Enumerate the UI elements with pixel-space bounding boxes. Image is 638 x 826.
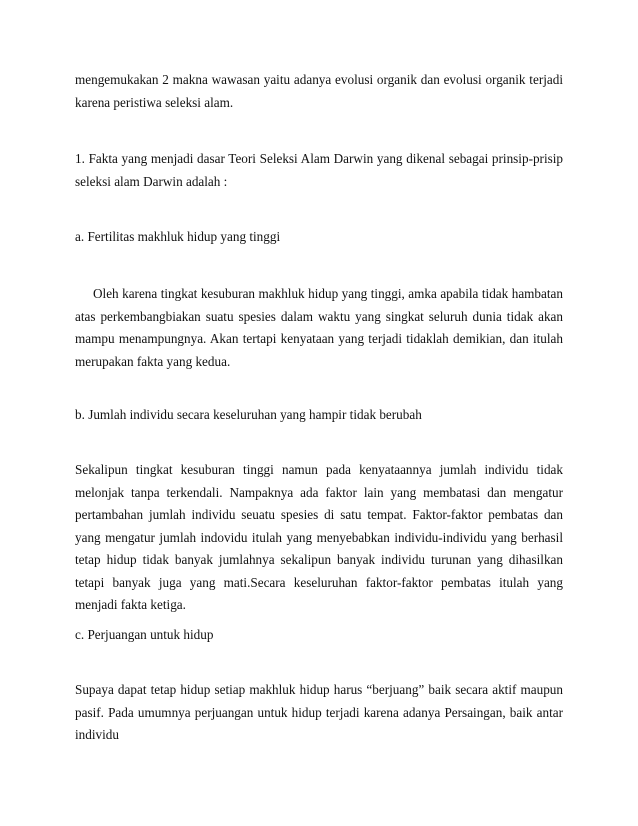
heading-fertility: a. Fertilitas makhluk hidup yang tinggi <box>75 229 281 244</box>
paragraph-population-stable: Sekalipun tingkat kesuburan tinggi namun pada kenyataannya jumlah individu tidak melonjak tanpa terkendali. Nampaknya ada faktor lain yang membatasi dan mengatur pertambahan jumlah individu seuatu spesies di satu tempat. Faktor-faktor pembatas dan yang mengatur jumlah indovidu itulah yang menyebabkan individu-individu yang berhasil tetap hidup tidak banyak jumlahnya sekalipun banyak individu turunan yang dihasilkan tetapi banyak juga yang mati.Secara keseluruhan faktor-faktor pembatas itulah yang menjadi fakta ketiga. <box>75 462 563 612</box>
paragraph-struggle: Supaya dapat tetap hidup setiap makhluk hidup harus “berjuang” baik secara aktif maupun pasif. Pada umumnya perjuangan untuk hidup terjadi karena adanya Persaingan, baik antar individu <box>75 682 563 742</box>
paragraph-fact-list-intro: 1. Fakta yang menjadi dasar Teori Seleksi Alam Darwin yang dikenal sebagai prinsip-prisip seleksi alam Darwin adalah : <box>75 151 563 189</box>
paragraph-intro: mengemukakan 2 makna wawasan yaitu adanya evolusi organik dan evolusi organik terjadi karena peristiwa seleksi alam. <box>75 72 563 110</box>
heading-struggle: c. Perjuangan untuk hidup <box>75 627 214 642</box>
paragraph-fertility: Oleh karena tingkat kesuburan makhluk hidup yang tinggi, amka apabila tidak hambatan atas perkembangbiakan suatu spesies dalam waktu yang singkat seluruh dunia tidak akan mampu menampungnya. Akan tertapi kenyataan yang terjadi tidaklah demikian, dan itulah merupakan fakta yang kedua. <box>75 286 563 369</box>
heading-population-stable: b. Jumlah individu secara keseluruhan yang hampir tidak berubah <box>75 407 422 422</box>
